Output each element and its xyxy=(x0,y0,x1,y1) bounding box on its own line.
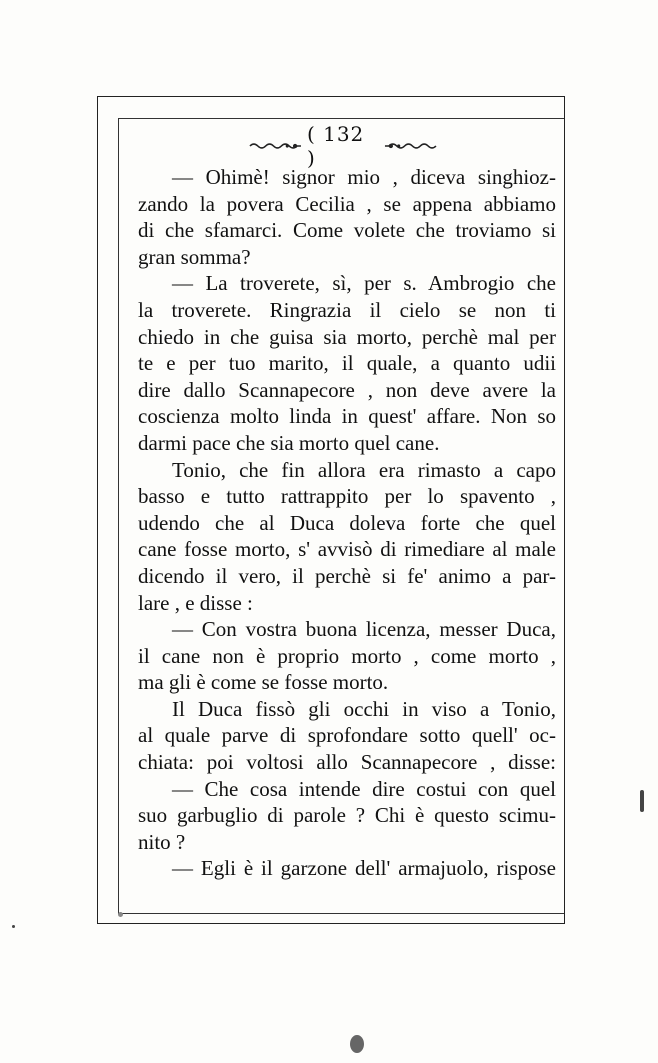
text-line: chiata: poi voltosi allo Scannapecore , disse: xyxy=(138,750,556,775)
right-ornament-icon xyxy=(383,141,438,151)
text-line: chiedo in che guisa sia morto, perchè mal per xyxy=(138,324,556,349)
text-line: Il Duca fissò gli occhi in viso a Tonio, xyxy=(172,696,556,721)
text-line: coscienza molto linda in quest' affare. Non so xyxy=(138,404,556,429)
text-line: il cane non è proprio morto , come morto , xyxy=(138,643,556,668)
text-line: suo garbuglio di parole ? Chi è questo scimu- xyxy=(138,803,556,828)
text-line: — La troverete, sì, per s. Ambrogio che xyxy=(172,271,556,296)
text-line: darmi pace che sia morto quel cane. xyxy=(138,430,440,455)
running-header xyxy=(248,122,438,170)
text-line: ma gli è come se fosse morto. xyxy=(138,670,389,695)
text-line: la troverete. Ringrazia il cielo se non ti xyxy=(138,297,556,322)
page-text xyxy=(138,164,556,882)
text-line: te e per tuo marito, il quale, a quanto udii xyxy=(138,351,556,376)
text-line: cane fosse morto, s' avvisò di rimediare al male xyxy=(138,537,556,562)
text-line: al quale parve di sprofondare sotto quell' oc- xyxy=(138,723,556,748)
text-line: dire dallo Scannapecore , non deve avere la xyxy=(138,377,556,402)
left-ornament-icon xyxy=(248,141,303,151)
text-line: zando la povera Cecilia , se appena abbiamo xyxy=(138,191,556,216)
text-line: — Ohimè! signor mio , diceva singhioz- xyxy=(172,165,556,189)
text-line: di che sfamarci. Come volete che troviamo si xyxy=(138,218,556,243)
text-line: nito ? xyxy=(138,829,186,854)
text-line: udendo che al Duca doleva forte che quel xyxy=(138,510,556,535)
text-line: gran somma? xyxy=(138,244,251,269)
text-line: basso e tutto rattrappito per lo spavento , xyxy=(138,484,556,509)
text-line: — Che cosa intende dire costui con quel xyxy=(172,776,556,801)
text-line: lare , e disse : xyxy=(138,590,253,615)
text-line: Tonio, che fin allora era rimasto a capo xyxy=(172,457,556,482)
page-number: ( 132 ) xyxy=(306,122,365,170)
text-line: — Con vostra buona licenza, messer Duca, xyxy=(172,617,556,642)
text-line: dicendo il vero, il perchè si fe' animo a par- xyxy=(138,563,556,588)
text-line: — Egli è il garzone dell' armajuolo, rispose xyxy=(172,856,556,881)
